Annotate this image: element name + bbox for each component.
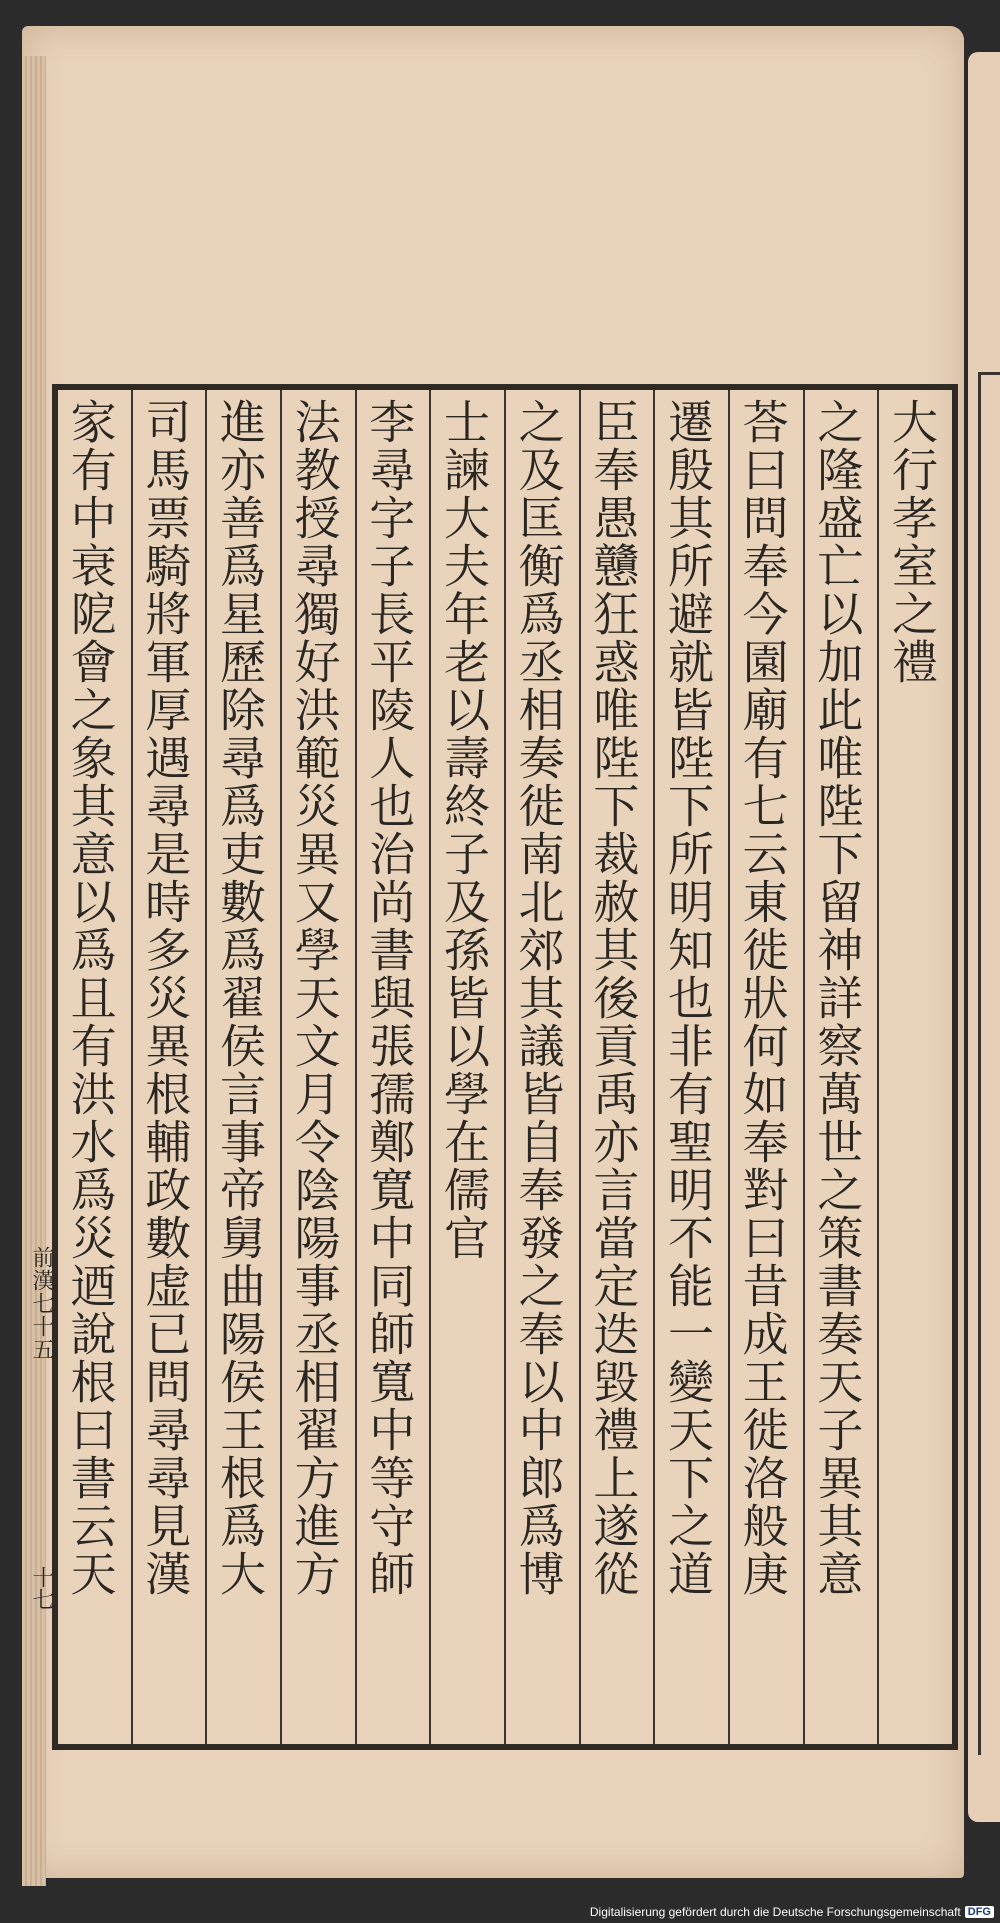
column-1-main: 大行孝室之禮: [885, 398, 939, 686]
text-column-3: 荅曰問奉今園廟有七云東徙狀何如奉對曰昔成王徙洛般庚: [728, 390, 803, 1744]
text-columns: [58, 390, 952, 1744]
text-column-9: 法教授尋獨好洪範災異又學天文月令陰陽事丞相翟方進方: [280, 390, 355, 1744]
text-column-6: 之及匡衡爲丞相奏徙南北郊其議皆自奉發之奉以中郎爲博: [504, 390, 579, 1744]
book-title-margin: 前漢七十五: [29, 1246, 54, 1361]
next-page-frame: [978, 372, 1000, 1755]
text-column-4: 遷殷其所避就皆陛下所明知也非有聖明不能一變天下之道: [653, 390, 728, 1744]
text-column-1: [877, 390, 952, 1744]
text-frame: [52, 384, 958, 1750]
page-number: 十七: [29, 1566, 54, 1610]
text-column-11: 司馬票騎將軍厚遇尋是時多災異根輔政數虚已問尋尋見漢: [131, 390, 206, 1744]
text-column-8: 李尋字子長平陵人也治尚書與張孺鄭寬中同師寬中等守師: [355, 390, 430, 1744]
text-column-2: 之隆盛亡以加此唯陛下留神詳察萬世之策書奏天子異其意: [803, 390, 878, 1744]
next-page-edge: [968, 52, 1000, 1822]
text-column-10: 進亦善爲星歷除尋爲吏數爲翟侯言事帝舅曲陽侯王根爲大: [205, 390, 280, 1744]
page-edges: [22, 56, 46, 1886]
credit-text: Digitalisierung gefördert durch die Deutsche Forschungsgemeinschaft: [589, 1905, 961, 1919]
text-column-7: 士諫大夫年老以壽終子及孫皆以學在儒官: [429, 390, 504, 1744]
text-column-12: 家有中衰阸會之象其意以爲且有洪水爲災迺說根曰書云天: [63, 398, 118, 1598]
text-column-5: 臣奉愚戇狂惑唯陛下裁赦其後貢禹亦言當定迭毀禮上遂從: [579, 390, 654, 1744]
book-page: [22, 26, 964, 1878]
dfg-logo: DFG: [965, 1906, 994, 1918]
footer-credit: [590, 1905, 994, 1919]
